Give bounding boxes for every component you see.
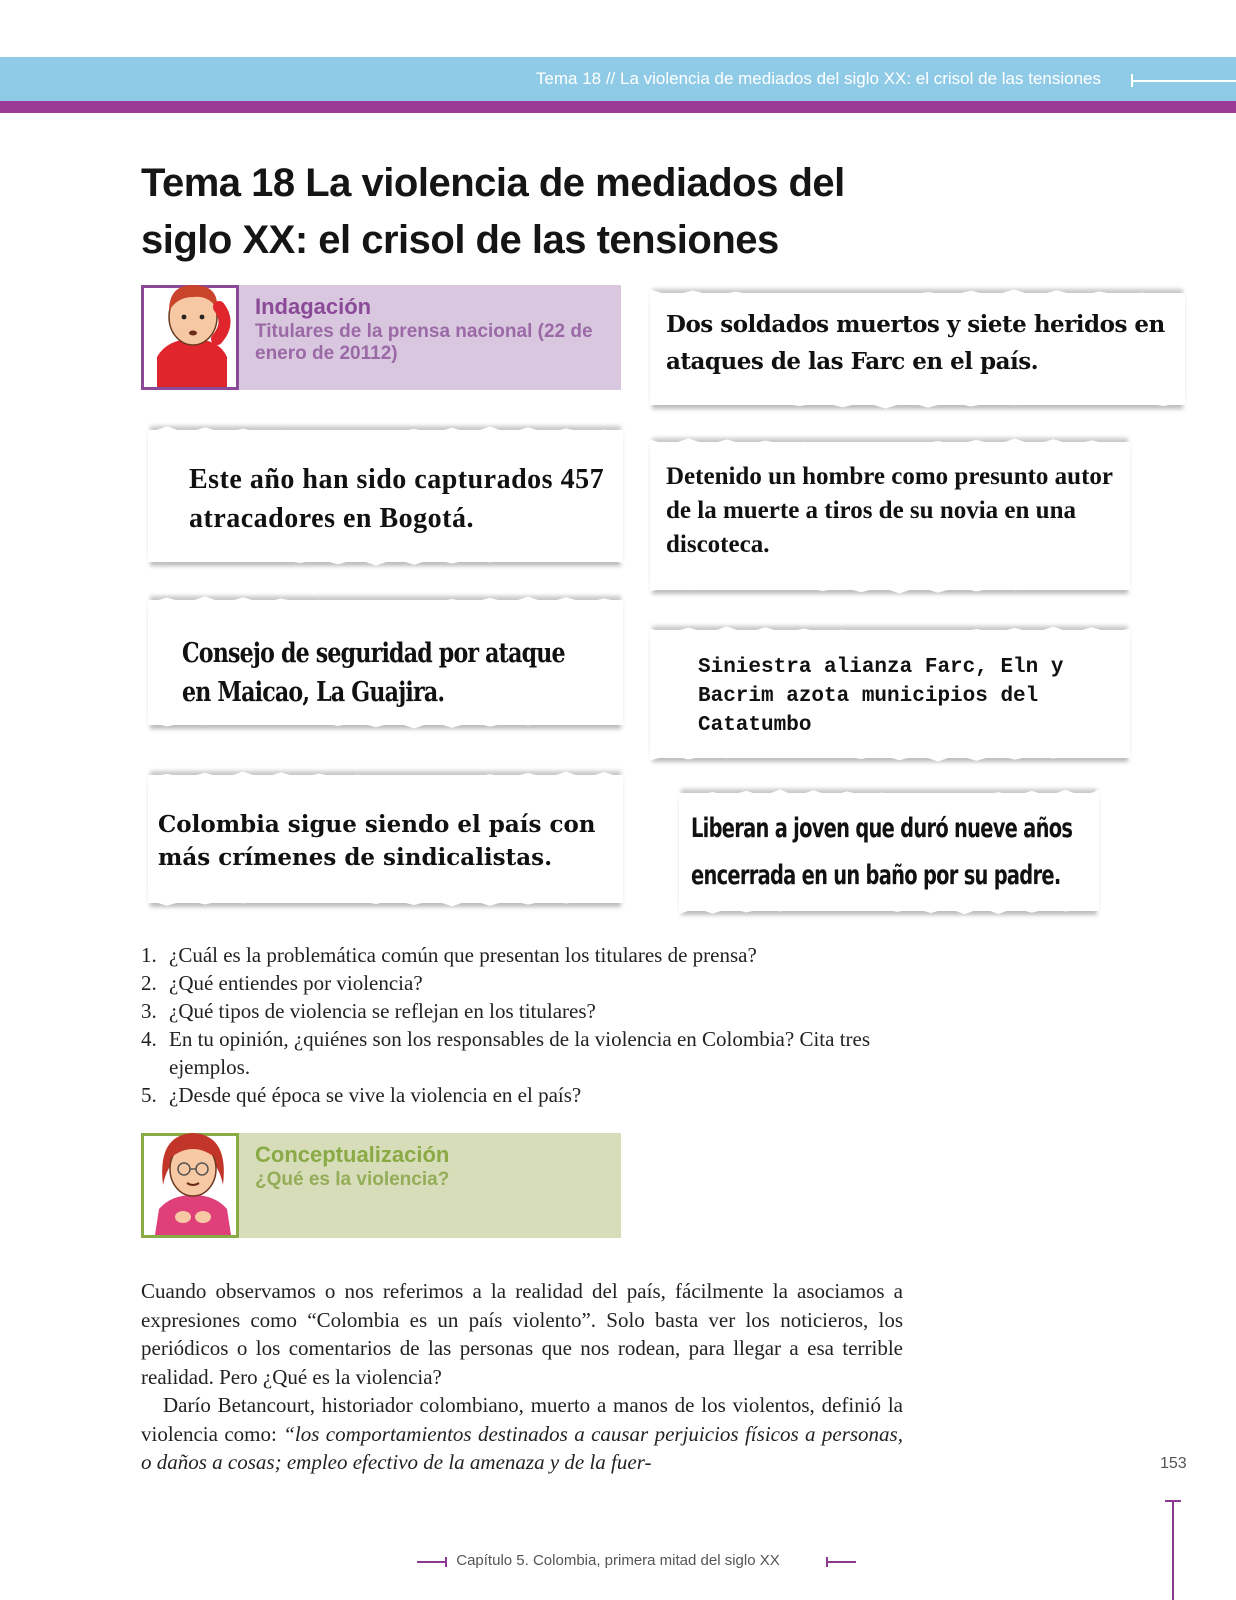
torn-edge bbox=[679, 785, 1099, 799]
page-number: 153 bbox=[1160, 1455, 1187, 1472]
footer-chapter-title: Colombia, primera mitad del siglo XX bbox=[532, 1552, 780, 1569]
question-list bbox=[141, 941, 901, 1109]
running-head-line bbox=[1131, 80, 1236, 82]
torn-edge bbox=[650, 622, 1130, 636]
question-item bbox=[141, 941, 901, 969]
headline-clipping bbox=[148, 600, 623, 725]
question-number: 2. bbox=[141, 971, 157, 995]
question-item bbox=[141, 1025, 881, 1081]
torn-edge bbox=[679, 905, 1099, 919]
body-paragraph: Cuando observamos o nos referimos a la realidad del país, fácilmente la asociamos a expresiones como “Colombia es un país violento”. Solo basta ver los noticieros, los periódicos o los comentarios de las personas que nos rodean, para llegar a esa terrible realidad. Pero ¿Qué es la violencia? bbox=[141, 1279, 903, 1389]
torn-edge bbox=[650, 584, 1130, 598]
side-rule bbox=[1172, 1500, 1174, 1600]
running-head: Tema 18 // La violencia de mediados del siglo XX: el crisol de las tensiones bbox=[535, 69, 1101, 88]
indagacion-subtitle: Titulares de la prensa nacional (22 de enero de 20112) bbox=[255, 321, 593, 364]
headline-text: Este año han sido capturados 457 atracadores en Bogotá. bbox=[189, 464, 605, 534]
conceptualizacion-title: Conceptualización bbox=[255, 1142, 450, 1167]
question-text: ¿Cuál es la problemática común que presentan los titulares de prensa? bbox=[169, 943, 757, 967]
question-number: 5. bbox=[141, 1083, 157, 1107]
question-text: En tu opinión, ¿quiénes son los responsables de la violencia en Colombia? Cita tres ejemplos. bbox=[169, 1027, 871, 1079]
torn-edge bbox=[148, 767, 623, 781]
torn-edge bbox=[148, 422, 623, 436]
footer bbox=[0, 1552, 1236, 1569]
torn-edge bbox=[148, 592, 623, 606]
thinking-boy-icon bbox=[147, 277, 239, 387]
headline-text: Colombia sigue siendo el país con más crímenes de sindicalistas. bbox=[158, 811, 596, 871]
question-item bbox=[141, 997, 901, 1025]
headline-clipping bbox=[679, 793, 1099, 911]
footer-dash-right bbox=[826, 1561, 856, 1563]
question-text: ¿Qué tipos de violencia se reflejan en los titulares? bbox=[169, 999, 596, 1023]
question-text: ¿Qué entiendes por violencia? bbox=[169, 971, 423, 995]
headline-text: Liberan a joven que duró nueve años encerrada en un baño por su padre. bbox=[691, 813, 1073, 891]
headline-text: Consejo de seguridad por ataque en Maicao, La Guajira. bbox=[182, 638, 565, 708]
torn-edge bbox=[650, 752, 1130, 766]
question-number: 4. bbox=[141, 1027, 157, 1051]
headline-text: Detenido un hombre como presunto autor de la muerte a tiros de su novia en una discoteca. bbox=[666, 463, 1113, 558]
torn-edge bbox=[650, 434, 1130, 448]
headline-text: Siniestra alianza Farc, Eln y Bacrim azota municipios del Catatumbo bbox=[698, 656, 1064, 737]
torn-edge bbox=[650, 285, 1185, 299]
indagacion-box bbox=[141, 285, 621, 390]
torn-edge bbox=[148, 897, 623, 911]
indagacion-title: Indagación bbox=[255, 294, 372, 319]
headline-clipping bbox=[650, 293, 1185, 405]
question-item bbox=[141, 969, 901, 997]
body-text bbox=[141, 1277, 903, 1477]
torn-edge bbox=[148, 556, 623, 570]
body-paragraph bbox=[141, 1391, 903, 1477]
page-title: Tema 18 La violencia de mediados del siglo XX: el crisol de las tensiones bbox=[141, 161, 845, 262]
body-paragraph-lead: Darío Betancourt, historiador colombiano, muerto a manos de los violentos, definió la violencia como: bbox=[141, 1393, 903, 1446]
body-quote: “los comportamientos destinados a causar perjuicios físicos a personas, o daños a cosas; empleo efectivo de la amenaza y de la fuer- bbox=[141, 1421, 903, 1474]
headline-text: Dos soldados muertos y siete heridos en ataques de las Farc en el país. bbox=[666, 311, 1165, 375]
footer-chapter: Capítulo 5. bbox=[456, 1552, 529, 1569]
headline-clipping bbox=[148, 775, 623, 903]
question-item bbox=[141, 1081, 901, 1109]
conceptualizacion-box bbox=[141, 1133, 621, 1238]
header-stripe bbox=[0, 101, 1236, 113]
conceptualizacion-subtitle: ¿Qué es la violencia? bbox=[255, 1169, 450, 1190]
headline-clipping bbox=[650, 442, 1130, 590]
torn-edge bbox=[148, 719, 623, 733]
question-text: ¿Desde qué época se vive la violencia en el país? bbox=[169, 1083, 582, 1107]
girl-with-glasses-icon bbox=[147, 1125, 239, 1235]
question-number: 3. bbox=[141, 999, 157, 1023]
torn-edge bbox=[650, 399, 1185, 413]
headline-clipping bbox=[650, 630, 1130, 758]
headline-clipping bbox=[148, 430, 623, 562]
question-number: 1. bbox=[141, 943, 157, 967]
